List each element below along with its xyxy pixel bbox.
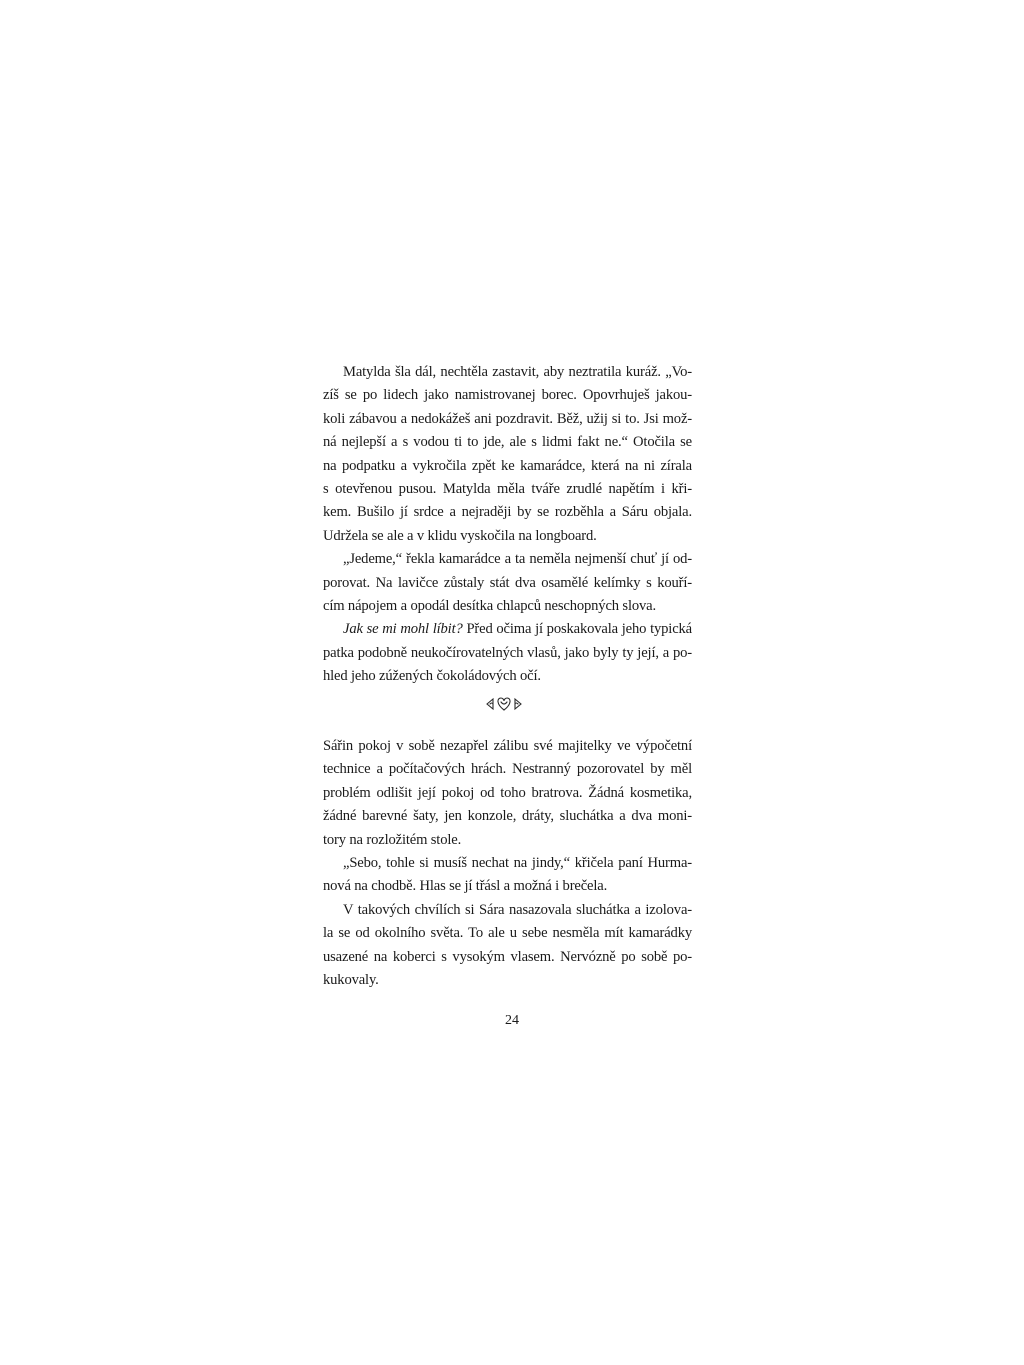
text-line: na podpatku a vykročila zpět ke kamarádce, která na ni zírala	[323, 457, 692, 474]
text-line: koli zábavou a nedokážeš ani pozdravit. Běž, užij si to. Jsi mož-	[323, 410, 692, 427]
text-line: patka podobně neukočírovatelných vlasů, jako byly ty její, a po-	[323, 644, 692, 661]
text-line: cím nápojem a opodál desítka chlapců neschopných slova.	[323, 597, 656, 614]
text-section-two	[323, 735, 692, 992]
text-line: Sářin pokoj v sobě nezapřel zálibu své majitelky ve výpočetní	[323, 738, 692, 754]
text-line: s otevřenou pusou. Matylda měla tváře zrudlé napětím i kři-	[323, 480, 692, 497]
text-line: Matylda šla dál, nechtěla zastavit, aby neztratila kuráž. „Vo-	[343, 364, 692, 380]
text-line-rest: Před očima jí poskakovala jeho typická	[466, 621, 693, 638]
text-line-with-italic	[323, 618, 692, 641]
text-line: la se od okolního světa. To ale u sebe nesměla mít kamarádky	[323, 925, 692, 942]
text-section-one	[323, 361, 692, 688]
text-line: „Jedeme,“ řekla kamarádce a ta neměla nejmenší chuť jí od-	[343, 551, 692, 568]
text-line: žádné barevné šaty, jen konzole, dráty, sluchátka a dva moni-	[323, 808, 692, 825]
text-line: problém odlišit její pokoj od toho bratrova. Žádná kosmetika,	[323, 784, 692, 801]
text-line: kukovaly.	[323, 971, 379, 988]
text-line: „Sebo, tohle si musíš nechat na jindy,“ křičela paní Hurma-	[343, 854, 692, 871]
text-line: zíš se po lidech jako namistrovanej borec. Opovrhuješ jakou-	[323, 387, 692, 404]
text-line: technice a počítačových hrách. Nestranný pozorovatel by měl	[323, 761, 692, 778]
text-line: usazené na koberci s vysokým vlasem. Nervózně po sobě po-	[323, 948, 692, 965]
text-line: kem. Bušilo jí srdce a nejraději by se rozběhla a Sáru objala.	[323, 504, 692, 521]
heart-scroll-ornament-icon	[482, 693, 526, 715]
text-line: ná nejlepší a s vodou ti to jde, ale s lidmi fakt ne.“ Otočila se	[323, 434, 692, 451]
page-number: 24	[505, 1013, 519, 1028]
italic-phrase: Jak se mi mohl líbit?	[343, 621, 463, 638]
text-line: porovat. Na lavičce zůstaly stát dva osamělé kelímky s kouří-	[323, 574, 692, 591]
text-line: tory na rozložitém stole.	[323, 831, 462, 848]
text-line: Udržela se ale a v klidu vyskočila na longboard.	[323, 527, 597, 544]
text-line: V takových chvílích si Sára nasazovala sluchátka a izolova-	[343, 901, 692, 918]
text-line: nová na chodbě. Hlas se jí třásl a možná i brečela.	[323, 878, 608, 895]
text-line: hled jeho zúžených čokoládových očí.	[323, 668, 541, 685]
